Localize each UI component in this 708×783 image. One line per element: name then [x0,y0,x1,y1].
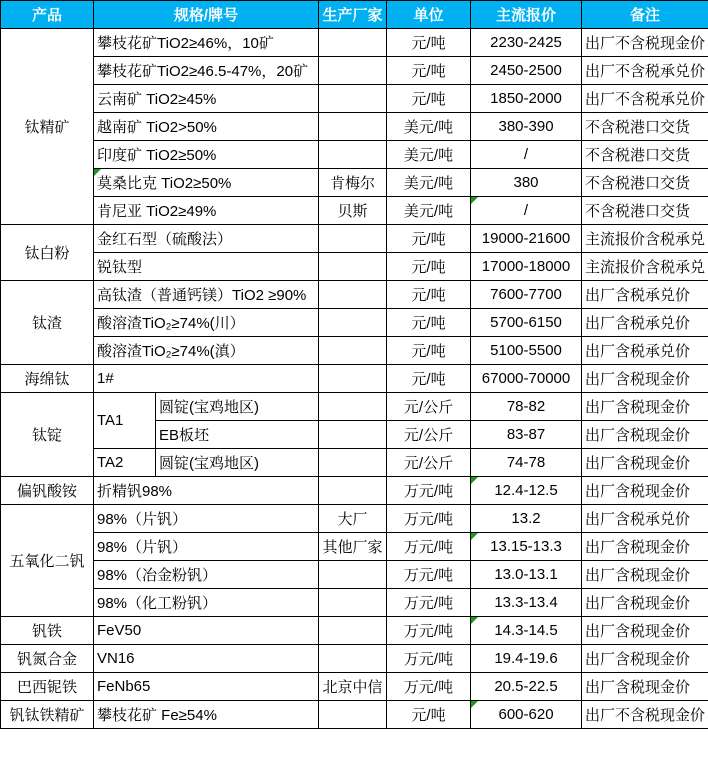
remark-cell[interactable]: 出厂含税现金价 [582,365,708,393]
unit-cell[interactable]: 元/公斤 [387,393,471,421]
unit-cell[interactable]: 元/吨 [387,281,471,309]
spec-cell[interactable]: 金红石型（硫酸法） [94,225,319,253]
price-cell[interactable]: 1850-2000 [471,85,582,113]
table-row [1,309,708,337]
maker-cell[interactable] [319,29,387,57]
price-cell[interactable]: 5100-5500 [471,337,582,365]
price-cell-with-comment-triangle[interactable]: 14.3-14.5 [471,617,582,645]
price-cell[interactable]: 7600-7700 [471,281,582,309]
price-cell[interactable]: 380 [471,169,582,197]
remark-cell[interactable]: 主流报价含税承兑 [582,253,708,281]
price-cell[interactable]: 19000-21600 [471,225,582,253]
maker-cell[interactable] [319,589,387,617]
price-cell[interactable]: 67000-70000 [471,365,582,393]
remark-cell[interactable]: 出厂含税承兑价 [582,281,708,309]
spec-cell[interactable]: 越南矿 TiO2>50% [94,113,319,141]
remark-cell[interactable]: 出厂含税现金价 [582,393,708,421]
header-price[interactable]: 主流报价 [471,1,582,29]
price-cell[interactable]: 74-78 [471,449,582,477]
price-table-header [1,1,708,29]
table-row [1,617,708,645]
maker-cell[interactable] [319,477,387,505]
remark-cell[interactable]: 不含税港口交货 [582,113,708,141]
unit-cell[interactable]: 美元/吨 [387,197,471,225]
unit-cell[interactable]: 万元/吨 [387,645,471,673]
maker-cell[interactable] [319,253,387,281]
maker-cell[interactable]: 贝斯 [319,197,387,225]
remark-cell[interactable]: 不含税港口交货 [582,169,708,197]
unit-cell[interactable]: 万元/吨 [387,589,471,617]
price-cell[interactable]: 20.5-22.5 [471,673,582,701]
table-row [1,365,708,393]
remark-cell[interactable]: 不含税港口交货 [582,197,708,225]
header-maker[interactable]: 生产厂家 [319,1,387,29]
speca-cell[interactable]: TA1 [94,393,156,449]
unit-cell[interactable]: 万元/吨 [387,533,471,561]
product-cell[interactable]: 钛渣 [1,281,94,365]
spec-cell[interactable]: VN16 [94,645,319,673]
table-row [1,141,708,169]
unit-cell[interactable]: 元/吨 [387,253,471,281]
maker-cell[interactable] [319,617,387,645]
spec-cell[interactable]: 1# [94,365,319,393]
product-cell[interactable]: 钒钛铁精矿 [1,701,94,729]
maker-cell[interactable]: 其他厂家 [319,533,387,561]
price-cell[interactable]: 78-82 [471,393,582,421]
price-cell[interactable]: 380-390 [471,113,582,141]
table-row [1,169,708,197]
spec-cell[interactable]: FeV50 [94,617,319,645]
unit-cell[interactable]: 元/吨 [387,365,471,393]
remark-cell[interactable]: 出厂含税现金价 [582,449,708,477]
table-row [1,281,708,309]
specb-cell[interactable]: 圆锭(宝鸡地区) [156,393,319,421]
table-row [1,673,708,701]
price-cell[interactable]: 13.2 [471,505,582,533]
product-cell[interactable]: 钒氮合金 [1,645,94,673]
table-row [1,393,708,421]
unit-cell[interactable]: 美元/吨 [387,169,471,197]
table-row [1,477,708,505]
spec-cell[interactable]: 折精钒98% [94,477,319,505]
remark-cell[interactable]: 出厂含税现金价 [582,533,708,561]
header-unit[interactable]: 单位 [387,1,471,29]
spec-cell[interactable]: 98%（冶金粉钒） [94,561,319,589]
unit-cell[interactable]: 元/公斤 [387,449,471,477]
maker-cell[interactable] [319,365,387,393]
price-cell-with-comment-triangle[interactable]: 600-620 [471,701,582,729]
unit-cell[interactable]: 元/吨 [387,29,471,57]
maker-cell[interactable] [319,701,387,729]
unit-cell[interactable]: 元/吨 [387,57,471,85]
unit-cell[interactable]: 美元/吨 [387,141,471,169]
spec-cell[interactable]: 高钛渣（普通钙镁）TiO2 ≥90% [94,281,319,309]
price-cell[interactable]: 13.3-13.4 [471,589,582,617]
product-cell[interactable]: 钛锭 [1,393,94,477]
unit-cell[interactable]: 万元/吨 [387,561,471,589]
maker-cell[interactable] [319,85,387,113]
remark-cell[interactable]: 出厂含税现金价 [582,617,708,645]
price-cell[interactable]: 2230-2425 [471,29,582,57]
maker-cell[interactable] [319,309,387,337]
maker-cell[interactable] [319,449,387,477]
remark-cell[interactable]: 出厂含税现金价 [582,673,708,701]
maker-cell[interactable] [319,141,387,169]
table-row [1,57,708,85]
remark-cell[interactable]: 出厂含税现金价 [582,477,708,505]
table-row [1,505,708,533]
product-cell[interactable]: 偏钒酸铵 [1,477,94,505]
maker-cell[interactable]: 肯梅尔 [319,169,387,197]
specb-cell[interactable]: EB板坯 [156,421,319,449]
speca-cell[interactable]: TA2 [94,449,156,477]
maker-cell[interactable]: 大厂 [319,505,387,533]
price-cell-with-comment-triangle[interactable]: / [471,197,582,225]
price-cell[interactable]: 2450-2500 [471,57,582,85]
price-cell[interactable]: 19.4-19.6 [471,645,582,673]
maker-cell[interactable] [319,113,387,141]
maker-cell[interactable] [319,645,387,673]
remark-cell[interactable]: 不含税港口交货 [582,141,708,169]
unit-cell[interactable]: 美元/吨 [387,113,471,141]
spec-cell[interactable]: 印度矿 TiO2≥50% [94,141,319,169]
spec-cell-with-comment-triangle[interactable]: 莫桑比克 TiO2≥50% [94,169,319,197]
table-row [1,225,708,253]
unit-cell[interactable]: 万元/吨 [387,505,471,533]
price-cell[interactable]: 13.0-13.1 [471,561,582,589]
table-row [1,701,708,729]
spec-cell[interactable]: 98%（片钒） [94,533,319,561]
unit-cell[interactable]: 元/吨 [387,701,471,729]
product-cell[interactable]: 巴西铌铁 [1,673,94,701]
unit-cell[interactable]: 元/吨 [387,337,471,365]
table-row [1,29,708,57]
product-cell[interactable]: 海绵钛 [1,365,94,393]
header-product[interactable]: 产品 [1,1,94,29]
spec-cell[interactable]: 攀枝花矿 Fe≥54% [94,701,319,729]
maker-cell[interactable] [319,225,387,253]
table-row [1,449,708,477]
table-row [1,589,708,617]
spec-cell[interactable]: FeNb65 [94,673,319,701]
remark-cell[interactable]: 主流报价含税承兑 [582,225,708,253]
maker-cell[interactable] [319,57,387,85]
maker-cell[interactable]: 北京中信 [319,673,387,701]
maker-cell[interactable] [319,337,387,365]
price-cell[interactable]: 83-87 [471,421,582,449]
unit-cell[interactable]: 元/吨 [387,225,471,253]
table-row [1,197,708,225]
header-remark[interactable]: 备注 [582,1,708,29]
remark-cell[interactable]: 出厂含税承兑价 [582,309,708,337]
spec-cell[interactable]: 酸溶渣TiO₂≥74%(滇） [94,337,319,365]
price-cell[interactable]: / [471,141,582,169]
spec-cell[interactable]: 98%（化工粉钒） [94,589,319,617]
unit-cell[interactable]: 万元/吨 [387,477,471,505]
product-cell[interactable]: 钛精矿 [1,29,94,225]
product-cell[interactable]: 钛白粉 [1,225,94,281]
spec-cell[interactable]: 98%（片钒） [94,505,319,533]
unit-cell[interactable]: 万元/吨 [387,617,471,645]
spec-cell[interactable]: 锐钛型 [94,253,319,281]
spec-cell[interactable]: 攀枝花矿TiO2≥46%，10矿 [94,29,319,57]
maker-cell[interactable] [319,281,387,309]
product-cell[interactable]: 五氧化二钒 [1,505,94,617]
remark-cell[interactable]: 出厂含税现金价 [582,645,708,673]
remark-cell[interactable]: 出厂不含税现金价 [582,29,708,57]
unit-cell[interactable]: 万元/吨 [387,673,471,701]
maker-cell[interactable] [319,393,387,421]
spec-cell[interactable]: 酸溶渣TiO₂≥74%(川） [94,309,319,337]
remark-cell[interactable]: 出厂不含税承兑价 [582,57,708,85]
spec-cell[interactable]: 肯尼亚 TiO2≥49% [94,197,319,225]
table-row [1,253,708,281]
remark-cell[interactable]: 出厂含税现金价 [582,421,708,449]
table-row [1,645,708,673]
remark-cell[interactable]: 出厂含税承兑价 [582,337,708,365]
spec-cell[interactable]: 攀枝花矿TiO2≥46.5-47%，20矿 [94,57,319,85]
remark-cell[interactable]: 出厂含税承兑价 [582,505,708,533]
table-row [1,561,708,589]
table-row [1,113,708,141]
unit-cell[interactable]: 元/吨 [387,309,471,337]
remark-cell[interactable]: 出厂不含税承兑价 [582,85,708,113]
table-row [1,533,708,561]
remark-cell[interactable]: 出厂含税现金价 [582,561,708,589]
price-table-body [1,29,708,729]
remark-cell[interactable]: 出厂不含税现金价 [582,701,708,729]
maker-cell[interactable] [319,421,387,449]
unit-cell[interactable]: 元/吨 [387,85,471,113]
price-cell-with-comment-triangle[interactable]: 12.4-12.5 [471,477,582,505]
header-spec[interactable]: 规格/牌号 [94,1,319,29]
table-row [1,85,708,113]
price-cell-with-comment-triangle[interactable]: 13.15-13.3 [471,533,582,561]
specb-cell[interactable]: 圆锭(宝鸡地区) [156,449,319,477]
remark-cell[interactable]: 出厂含税现金价 [582,589,708,617]
table-row [1,337,708,365]
unit-cell[interactable]: 元/公斤 [387,421,471,449]
product-cell[interactable]: 钒铁 [1,617,94,645]
price-cell[interactable]: 5700-6150 [471,309,582,337]
spec-cell[interactable]: 云南矿 TiO2≥45% [94,85,319,113]
maker-cell[interactable] [319,561,387,589]
price-cell[interactable]: 17000-18000 [471,253,582,281]
